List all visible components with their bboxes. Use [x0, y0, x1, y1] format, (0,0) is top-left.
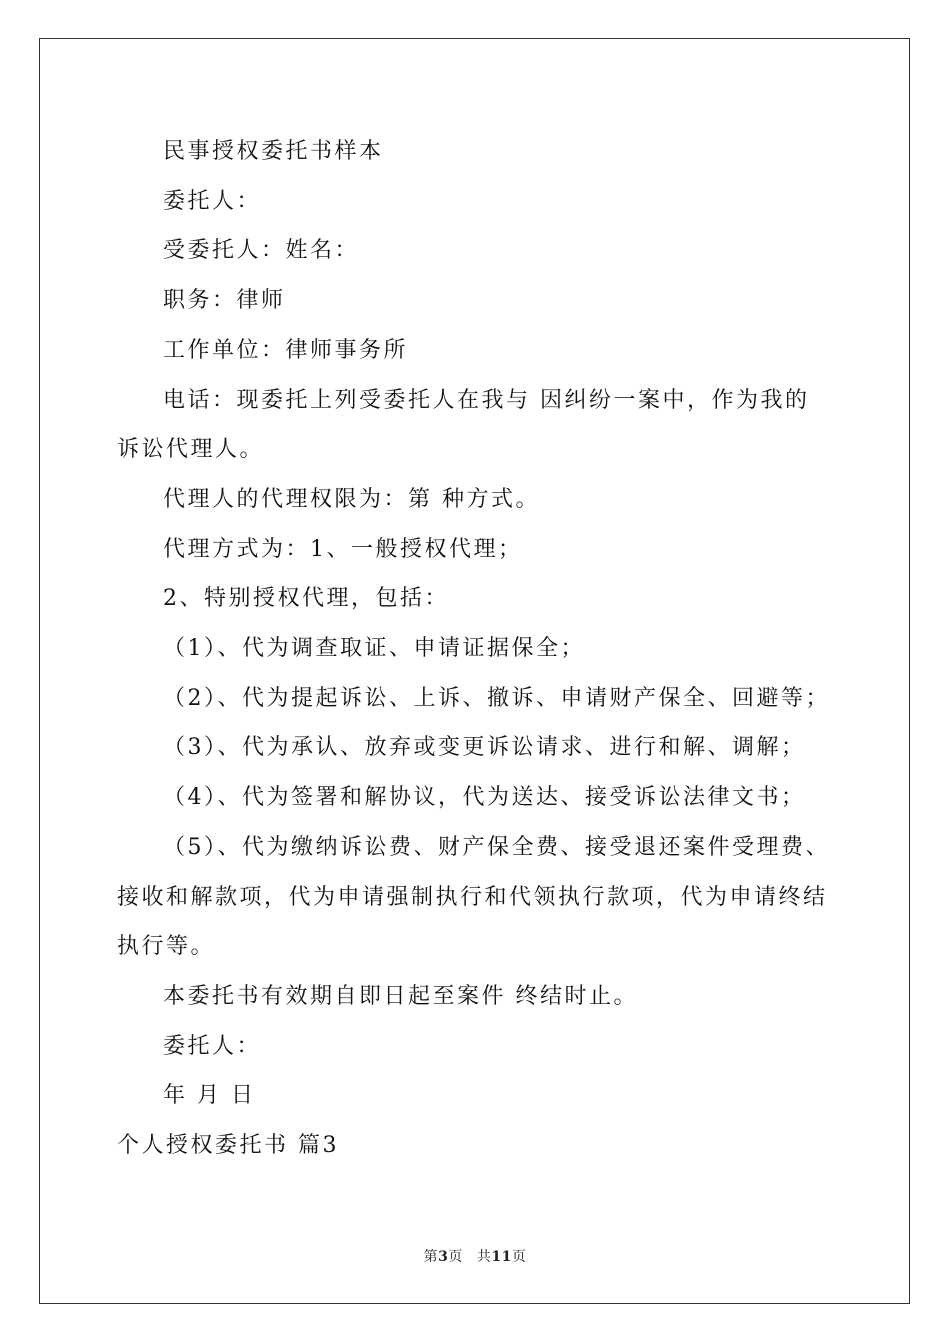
page-prefix: 第 — [423, 1249, 439, 1265]
special-item-5: （5）、代为缴纳诉讼费、财产保全费、接受退还案件受理费、接收和解款项，代为申请强制执行和代领执行款项，代为申请终结执行等。 — [117, 834, 830, 960]
total-suffix: 页 — [511, 1249, 527, 1265]
validity-period: 本委托书有效期自即日起至案件 终结时止。 — [163, 983, 638, 1009]
next-section-title: 个人授权委托书 篇3 — [117, 1133, 339, 1159]
agency-method-special: 2、特别授权代理，包括： — [163, 586, 449, 612]
authority-scope: 代理人的代理权限为：第 种方式。 — [163, 486, 540, 512]
principal-label: 委托人： — [163, 188, 262, 214]
document-body — [117, 127, 837, 1171]
total-pages: 11 — [491, 1249, 512, 1265]
special-item-3: （3）、代为承认、放弃或变更诉讼请求、进行和解、调解； — [163, 735, 806, 761]
page-suffix: 页 — [448, 1249, 463, 1265]
total-prefix: 共 — [476, 1249, 492, 1265]
special-item-1: （1）、代为调查取证、申请证据保全； — [163, 636, 585, 662]
special-item-2: （2）、代为提起诉讼、上诉、撤诉、申请财产保全、回避等； — [163, 685, 830, 711]
agent-position: 职务：律师 — [163, 288, 286, 314]
signature-date: 年 月 日 — [163, 1083, 256, 1109]
page-number: 3 — [438, 1249, 449, 1265]
special-item-4: （4）、代为签署和解协议，代为送达、接受诉讼法律文书； — [163, 785, 806, 811]
document-title: 民事授权委托书样本 — [163, 139, 384, 164]
entrustment-statement: 电话：现委托上列受委托人在我与 因纠纷一案中，作为我的 诉讼代理人。 — [117, 387, 810, 463]
page-footer — [0, 1246, 950, 1266]
agent-workplace: 工作单位：律师事务所 — [163, 337, 409, 363]
signature-principal: 委托人： — [163, 1033, 262, 1059]
agent-name-label: 受委托人：姓名： — [163, 238, 360, 264]
agency-method-general: 代理方式为：1、一般授权代理； — [163, 536, 523, 562]
